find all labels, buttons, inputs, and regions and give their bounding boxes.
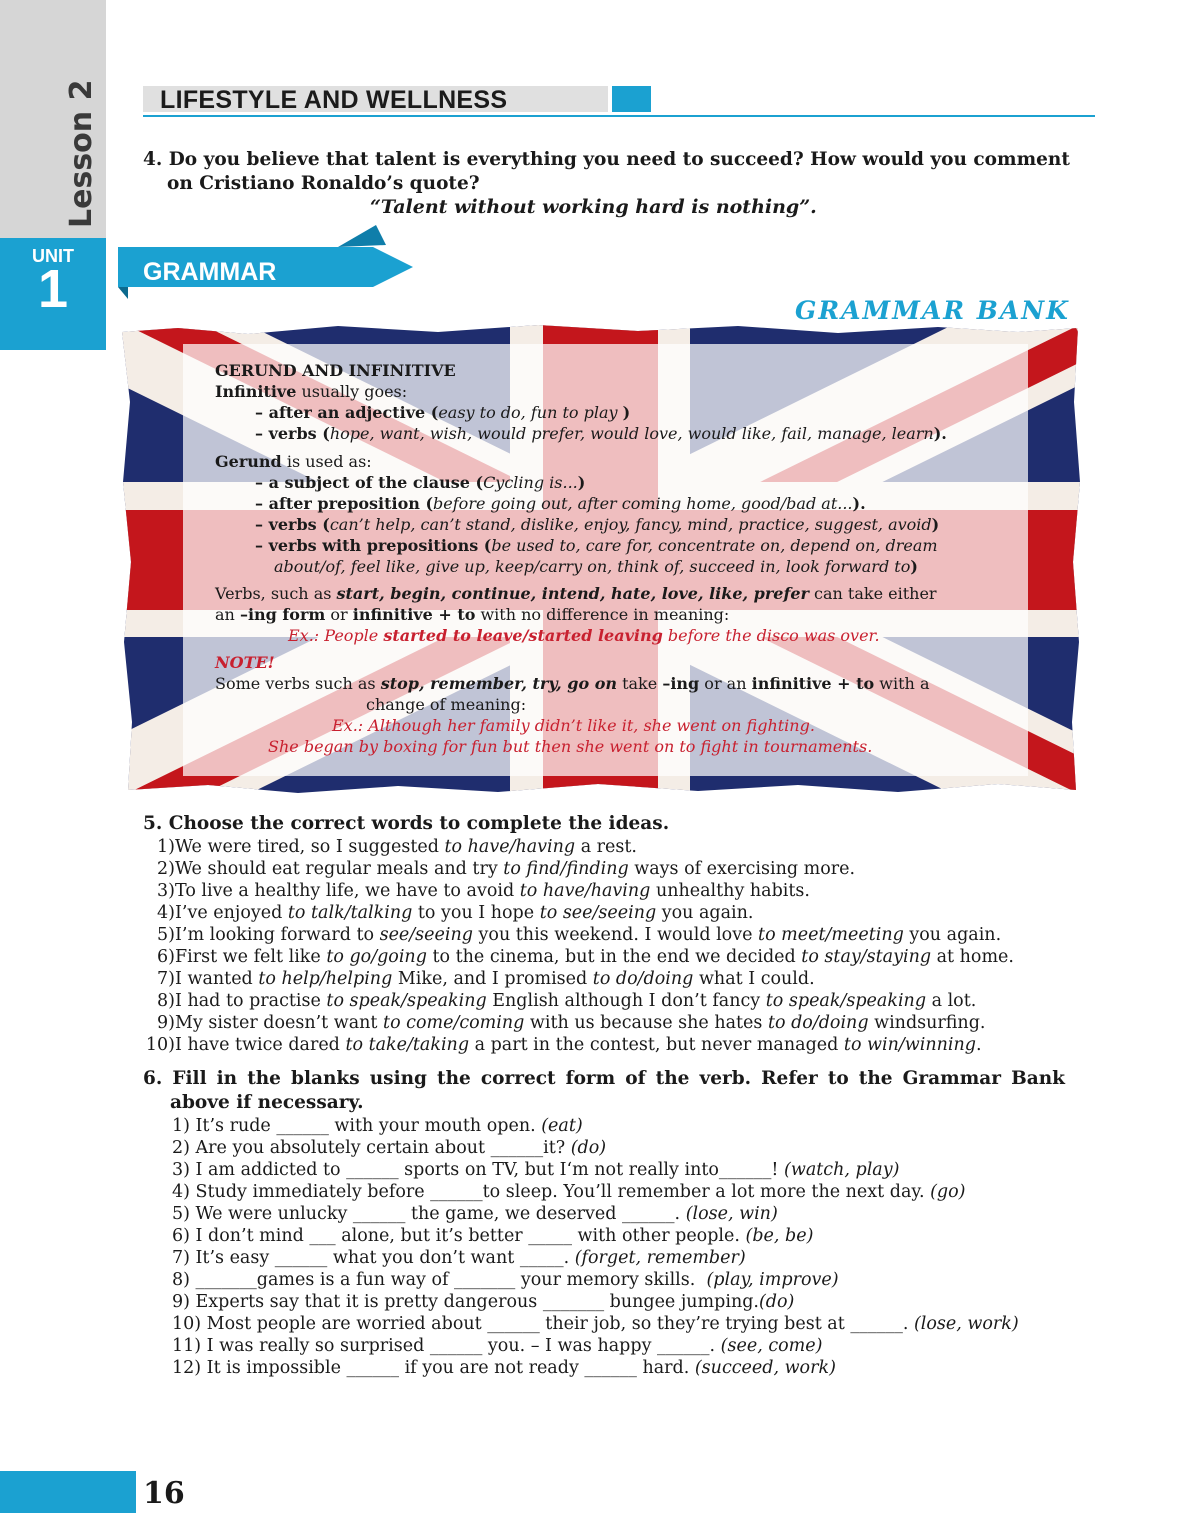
rule-bold: – after an adjective (: [255, 403, 439, 422]
example-3: She began by boxing for fun but then she went on to fight in tournaments.: [268, 737, 873, 756]
rule-examples: be used to, care for, concentrate on, depend on, dream: [491, 536, 938, 555]
verb-hint: (do): [570, 1138, 607, 1158]
choice-option: to do/doing: [767, 1013, 869, 1033]
item-text: 11) I was really so surprised ______ you. – I was happy ______.: [172, 1336, 721, 1356]
rule-bold: – verbs with prepositions (: [255, 536, 492, 555]
verb-hint: (forget, remember): [574, 1248, 746, 1268]
task-6-item: [172, 1159, 1019, 1181]
rule-end: ): [577, 473, 586, 492]
verb-hint: (play, improve): [706, 1270, 839, 1290]
task-5-list: [143, 836, 1014, 1056]
rule-bold: – verbs (: [255, 424, 330, 443]
task-6-item: [172, 1137, 1019, 1159]
item-text: I had to practise: [175, 991, 327, 1011]
choice-option: to have/having: [519, 881, 651, 901]
item-text: with us because she hates: [524, 1013, 768, 1033]
choice-option: to meet/meeting: [758, 925, 904, 945]
task-5-item: [143, 946, 1014, 968]
rule-end: ): [910, 557, 918, 576]
choice-option: to have/having: [444, 837, 576, 857]
item-text: ways of exercising more.: [628, 859, 856, 879]
gerund-rule-4-cont: [274, 556, 918, 577]
task-5-item: [143, 924, 1014, 946]
item-text: I’ve enjoyed: [175, 903, 288, 923]
gerund-rule-1: [255, 472, 585, 493]
task-6-item: [172, 1247, 1019, 1269]
choice-option: to win/winning: [843, 1035, 976, 1055]
item-text: 3) I am addicted to ______ sports on TV, but I‘m not really into______!: [172, 1160, 785, 1180]
choice-option: to go/going: [326, 947, 427, 967]
item-text: I have twice dared: [175, 1035, 346, 1055]
grammar-bank-title: GRAMMAR BANK: [795, 296, 1070, 325]
task-6-item: [172, 1181, 1019, 1203]
rule-examples: before going out, after coming home, good/bad at...: [433, 494, 853, 513]
rule-examples: can’t help, can’t stand, dislike, enjoy, fancy, mind, practice, suggest, avoid: [329, 515, 932, 534]
gerund-rule-2: [255, 493, 866, 514]
verb-hint: (lose, win): [685, 1204, 778, 1224]
item-number: 9): [157, 1013, 175, 1033]
item-text: to you I hope: [412, 903, 540, 923]
infinitive-intro: [215, 381, 407, 402]
text: with no difference in meaning:: [475, 605, 730, 624]
verb-hint: (succeed, work): [694, 1358, 836, 1378]
example-highlight: started to leave/started leaving: [383, 626, 663, 645]
task-6-item: [172, 1313, 1019, 1335]
bank-heading: GERUND AND INFINITIVE: [215, 361, 456, 380]
item-text: what I could.: [693, 969, 815, 989]
rule-examples: about/of, feel like, give up, keep/carry on, think of, succeed in, look forward to: [274, 557, 911, 576]
item-text: 2) Are you absolutely certain about ______it?: [172, 1138, 571, 1158]
item-text: a part in the contest, but never managed: [469, 1035, 844, 1055]
task-5-item: [143, 990, 1014, 1012]
infinitive-intro-rest: usually goes:: [296, 382, 408, 401]
verb-hint: (eat): [541, 1116, 583, 1136]
item-number: 2): [157, 859, 175, 879]
unit-number: 1: [37, 259, 69, 319]
text: can take either: [808, 584, 937, 603]
task-6-item: [172, 1225, 1019, 1247]
gerund-intro-rest: is used as:: [281, 452, 372, 471]
example-2: Ex.: Although her family didn’t like it, she went on fighting.: [332, 716, 815, 735]
item-text: We were tired, so I suggested: [175, 837, 445, 857]
gerund-rule-3: [255, 514, 939, 535]
note-line-2: change of meaning:: [366, 695, 527, 714]
item-text: 10) Most people are worried about ______ their job, so they’re trying best at ______.: [172, 1314, 914, 1334]
task-5-item: [143, 968, 1014, 990]
item-text: to the cinema, but in the end we decided: [426, 947, 802, 967]
page-title: LIFESTYLE AND WELLNESS: [160, 86, 508, 114]
rule-examples: hope, want, wish, would prefer, would love, would like, fail, manage, learn: [329, 424, 934, 443]
infinitive-rule-2: [255, 423, 947, 444]
verb-hint: (do): [758, 1292, 795, 1312]
item-text: .: [975, 1035, 982, 1055]
item-text: 4) Study immediately before ______to sleep. You’ll remember a lot more the next day.: [172, 1182, 931, 1202]
rule-end: ).: [852, 494, 866, 513]
task-6-list: [172, 1115, 1019, 1379]
item-text: My sister doesn’t want: [175, 1013, 384, 1033]
task-5-item: [143, 836, 1014, 858]
choice-option: to talk/talking: [287, 903, 413, 923]
verb-list: start, begin, continue, intend, hate, love, like, prefer: [336, 584, 809, 603]
ing-form: –ing: [662, 674, 700, 693]
verb-hint: (be, be): [745, 1226, 814, 1246]
text: or: [325, 605, 353, 624]
item-text: First we felt like: [175, 947, 327, 967]
item-text: 9) Experts say that it is pretty dangerous _______ bungee jumping.: [172, 1292, 759, 1312]
item-number: 1): [157, 837, 175, 857]
text: Verbs, such as: [215, 584, 337, 603]
choice-option: to stay/staying: [801, 947, 932, 967]
choice-option: to help/helping: [258, 969, 393, 989]
item-text: To live a healthy life, we have to avoid: [175, 881, 520, 901]
task-6-item: [172, 1203, 1019, 1225]
text: or an: [699, 674, 752, 693]
item-number: 10): [145, 1035, 175, 1055]
header-accent-square: [612, 86, 651, 112]
item-text: unhealthy habits.: [650, 881, 810, 901]
text: Some verbs such as: [215, 674, 381, 693]
item-text: you again.: [656, 903, 754, 923]
item-text: you this weekend. I would love: [472, 925, 759, 945]
task-5-item: [143, 880, 1014, 902]
choice-option: to speak/speaking: [765, 991, 927, 1011]
item-number: 4): [157, 903, 175, 923]
item-text: you again.: [903, 925, 1002, 945]
task-6-title-line-1: 6. Fill in the blanks using the correct form of the verb. Refer to the Grammar Bank: [143, 1068, 1065, 1089]
text: before the disco was over.: [662, 626, 880, 645]
task-4: [143, 148, 1093, 196]
item-text: 8) _______games is a fun way of _______ your memory skills.: [172, 1270, 707, 1290]
infinitive-to: infinitive + to: [751, 674, 875, 693]
rule-examples: easy to do, fun to play: [438, 403, 623, 422]
rule-examples: Cycling is...: [483, 473, 578, 492]
choice-option: to come/coming: [383, 1013, 525, 1033]
choice-option: to find/finding: [503, 859, 629, 879]
task-6-item: [172, 1291, 1019, 1313]
text: Ex.: People: [288, 626, 384, 645]
item-number: 8): [157, 991, 175, 1011]
task-6-item: [172, 1357, 1019, 1379]
item-text: a lot.: [926, 991, 977, 1011]
item-number: 5): [157, 925, 175, 945]
unit-word: UNIT: [32, 246, 74, 266]
task-6-title-line-2: above if necessary.: [170, 1092, 364, 1113]
header-rule: [143, 115, 1095, 117]
text: take: [617, 674, 663, 693]
item-text: windsurfing.: [868, 1013, 986, 1033]
verb-list: stop, remember, try, go on: [380, 674, 617, 693]
task-5-item: [143, 1012, 1014, 1034]
item-text: We should eat regular meals and try: [175, 859, 504, 879]
verb-hint: (go): [930, 1182, 966, 1202]
verb-hint: (lose, work): [913, 1314, 1019, 1334]
task-6-item: [172, 1335, 1019, 1357]
item-text: I’m looking forward to: [175, 925, 380, 945]
gerund-term: Gerund: [215, 452, 282, 471]
note-line-1: [215, 673, 929, 694]
item-text: 12) It is impossible ______ if you are not ready ______ hard.: [172, 1358, 695, 1378]
item-text: a rest.: [575, 837, 637, 857]
grammar-section-label: GRAMMAR: [143, 258, 277, 286]
rule-end: ): [622, 403, 631, 422]
item-text: 7) It’s easy ______ what you don’t want _____.: [172, 1248, 575, 1268]
text: with a: [874, 674, 930, 693]
task-5-title: 5. Choose the correct words to complete the ideas.: [143, 813, 670, 834]
gerund-rule-4: [255, 535, 938, 556]
task-4-text: 4. Do you believe that talent is everything you need to succeed? How would you comment on Cristiano Ronaldo’s quote?: [143, 149, 1070, 194]
page-number-bar: [0, 1471, 136, 1513]
ing-form: –ing form: [239, 605, 326, 624]
text: an: [215, 605, 240, 624]
lesson-label: Lesson 2: [64, 79, 99, 228]
item-number: 3): [157, 881, 175, 901]
item-text: 1) It’s rude ______ with your mouth open.: [172, 1116, 542, 1136]
task-6-item: [172, 1269, 1019, 1291]
task-6-item: [172, 1115, 1019, 1137]
page-number: 16: [143, 1476, 185, 1511]
item-text: 6) I don’t mind ___ alone, but it’s better _____ with other people.: [172, 1226, 746, 1246]
choice-option: to take/taking: [345, 1035, 470, 1055]
choice-option: to speak/speaking: [326, 991, 487, 1011]
gerund-intro: [215, 451, 372, 472]
rule-bold: – after preposition (: [255, 494, 434, 513]
item-number: 7): [157, 969, 175, 989]
infinitive-to: infinitive + to: [352, 605, 476, 624]
infinitive-term: Infinitive: [215, 382, 297, 401]
rule-end: ).: [933, 424, 947, 443]
unit-tab: [0, 238, 106, 350]
choice-option: to do/doing: [592, 969, 694, 989]
verbs-either-line-1: [215, 583, 937, 604]
note-label: NOTE!: [215, 653, 275, 672]
item-text: Mike, and I promised: [392, 969, 593, 989]
item-text: I wanted: [175, 969, 259, 989]
verbs-either-line-2: [215, 604, 729, 625]
verb-hint: (see, come): [720, 1336, 823, 1356]
rule-end: ): [931, 515, 940, 534]
item-text: 5) We were unlucky ______ the game, we deserved ______.: [172, 1204, 686, 1224]
choice-option: to see/seeing: [539, 903, 657, 923]
task-5-item: [143, 858, 1014, 880]
ronaldo-quote: “Talent without working hard is nothing”.: [370, 196, 817, 218]
example-1: [288, 625, 880, 646]
choice-option: see/seeing: [379, 925, 473, 945]
task-5-item: [143, 902, 1014, 924]
task-5-item: [143, 1034, 1014, 1056]
infinitive-rule-1: [255, 402, 630, 423]
rule-bold: – verbs (: [255, 515, 330, 534]
verb-hint: (watch, play): [784, 1160, 900, 1180]
item-text: English although I don’t fancy: [486, 991, 766, 1011]
item-text: at home.: [931, 947, 1014, 967]
item-number: 6): [157, 947, 175, 967]
rule-bold: – a subject of the clause (: [255, 473, 484, 492]
